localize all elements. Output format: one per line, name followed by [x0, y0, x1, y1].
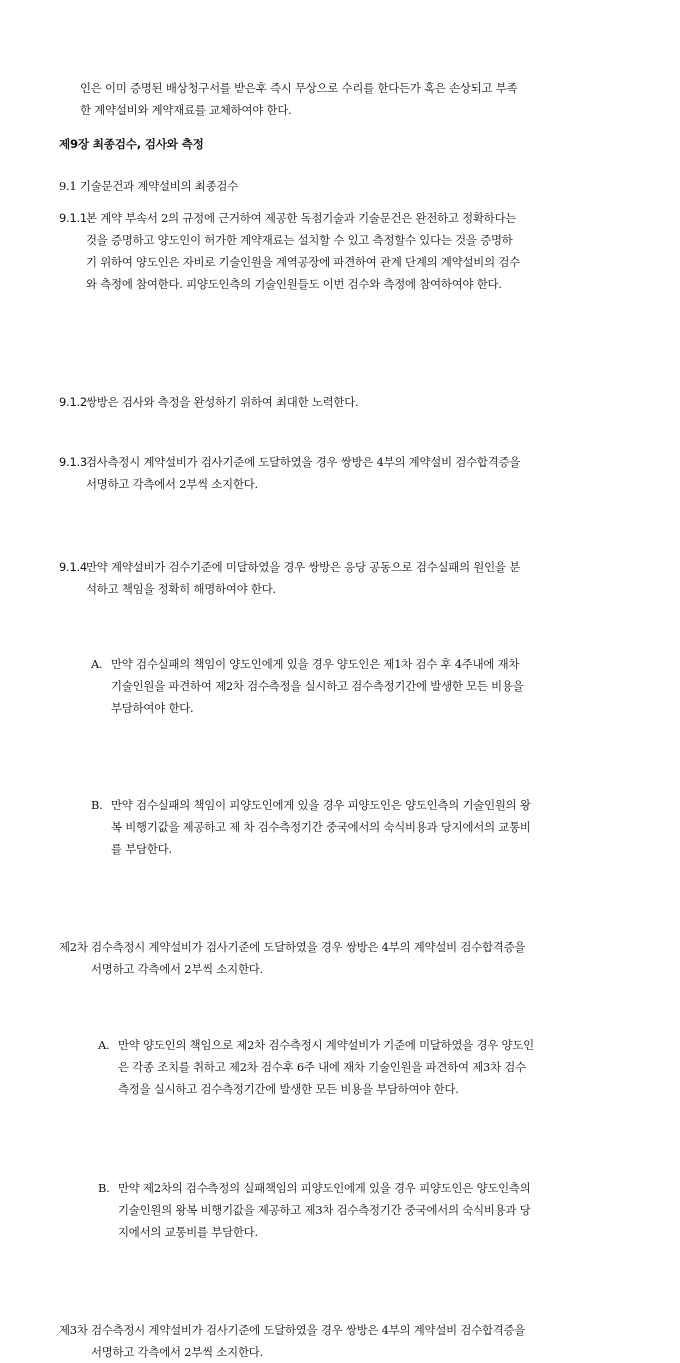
- text-line: 것을 증명하고 양도인이 허가한 계약재료는 설치할 수 있고 측정할수 있다는 것을 증명하: [86, 233, 513, 247]
- chapter-heading: [59, 133, 624, 155]
- chapter-title: 제9장 최종검수, 검사와 측정: [59, 137, 204, 151]
- section-title: 9.1 기술문건과 계약설비의 최종검수: [59, 179, 239, 193]
- continuation-paragraph: [80, 77, 624, 121]
- clause-number: 9.1.3: [59, 455, 87, 469]
- clause-9-1-1: [59, 207, 624, 295]
- text-line: 를 부담한다.: [111, 842, 172, 856]
- text-line: 서명하고 각측에서 2부씩 소지한다.: [91, 1345, 263, 1359]
- text-line: 지에서의 교통비를 부담한다.: [118, 1225, 258, 1239]
- text-line: 기술인원의 왕복 비행기값을 제공하고 제3차 검수측정기간 중국에서의 숙식비용과 당: [118, 1203, 531, 1217]
- subclause-label: A.: [91, 657, 103, 671]
- text-line: 만약 양도인의 책임으로 제2차 검수측정시 계약설비가 기준에 미달하였을 경우 양도인: [118, 1038, 534, 1052]
- text-line: 측정을 실시하고 검수측정기간에 발생한 모든 비용을 부담하여야 한다.: [118, 1082, 459, 1096]
- clause-9-1-4: [59, 556, 624, 600]
- text-line: 석하고 책임을 정확히 해명하여야 한다.: [86, 582, 276, 596]
- clause-9-1-2: [59, 391, 624, 413]
- clause-number: 9.1.1: [59, 211, 87, 225]
- text-line: 만약 제2차의 검수측정의 실패책임의 피양도인에게 있을 경우 피양도인은 양도인측의: [118, 1181, 531, 1195]
- subclause-label: A.: [98, 1038, 110, 1052]
- text-line: 제2차 검수측정시 계약설비가 검사기준에 도달하였을 경우 쌍방은 4부의 계약설비 검수합격증을: [59, 940, 526, 954]
- text-line: 한 계약설비와 계약재료를 교체하여야 한다.: [80, 103, 292, 117]
- text-line: 기술인원을 파견하여 제2차 검수측정을 실시하고 검수측정기간에 발생한 모든 비용을: [111, 679, 524, 693]
- subclause-second-b: [98, 1177, 624, 1243]
- text-line: 인은 이미 증명된 배상청구서를 받은후 즉시 무상으로 수리를 한다든가 혹은 손상되고 부족: [80, 81, 518, 95]
- text-line: 서명하고 각측에서 2부씩 소지한다.: [91, 962, 263, 976]
- text-line: 제3차 검수측정시 계약설비가 검사기준에 도달하였을 경우 쌍방은 4부의 계약설비 검수합격증을: [59, 1323, 526, 1337]
- subclause-label: B.: [91, 798, 103, 812]
- text-line: 서명하고 각측에서 2부씩 소지한다.: [86, 477, 258, 491]
- clause-number: 9.1.4: [59, 560, 87, 574]
- text-line: 검사측정시 계약설비가 검사기준에 도달하였을 경우 쌍방은 4부의 계약설비 검수합격증을: [86, 455, 521, 469]
- text-line: 본 계약 부속서 2의 규정에 근거하여 제공한 독점기술과 기술문건은 완전하고 정확하다는: [86, 211, 517, 225]
- text-line: 만약 검수실패의 책임이 양도인에게 있을 경우 양도인은 제1차 검수 후 4주내에 재차: [111, 657, 520, 671]
- text-line: 기 위하여 양도인은 자비로 기술인원을 계역공장에 파견하여 관계 단계의 계약설비의 검수: [86, 255, 520, 269]
- text-line: 만약 검수실패의 책임이 피양도인에게 있을 경우 피양도인은 양도인측의 기술인원의 왕: [111, 798, 531, 812]
- subclause-9-1-4-b: [91, 794, 624, 860]
- text-line: 은 각종 조치를 취하고 제2차 검수후 6주 내에 재차 기술인원을 파견하여 제3차 검수: [118, 1060, 526, 1074]
- text-line: 쌍방은 검사와 측정을 완성하기 위하여 최대한 노력한다.: [86, 395, 359, 409]
- text-line: 만약 계약설비가 검수기준에 미달하였을 경우 쌍방은 응당 공동으로 검수실패의 원인을 분: [86, 560, 520, 574]
- second-inspection-paragraph: [59, 936, 624, 980]
- subclause-second-a: [98, 1034, 624, 1100]
- section-heading-9-1: [59, 175, 624, 197]
- text-line: 와 측정에 참여한다. 피양도인측의 기술인원들도 이번 검수와 측정에 참여하여야 한다.: [86, 277, 502, 291]
- clause-number: 9.1.2: [59, 395, 87, 409]
- subclause-label: B.: [98, 1181, 110, 1195]
- third-inspection-paragraph: [59, 1319, 624, 1363]
- clause-9-1-3: [59, 451, 624, 495]
- text-line: 부담하여야 한다.: [111, 701, 194, 715]
- subclause-9-1-4-a: [91, 653, 624, 719]
- text-line: 복 비행기값을 제공하고 제 차 검수측정기간 중국에서의 숙식비용과 당지에서의 교통비: [111, 820, 531, 834]
